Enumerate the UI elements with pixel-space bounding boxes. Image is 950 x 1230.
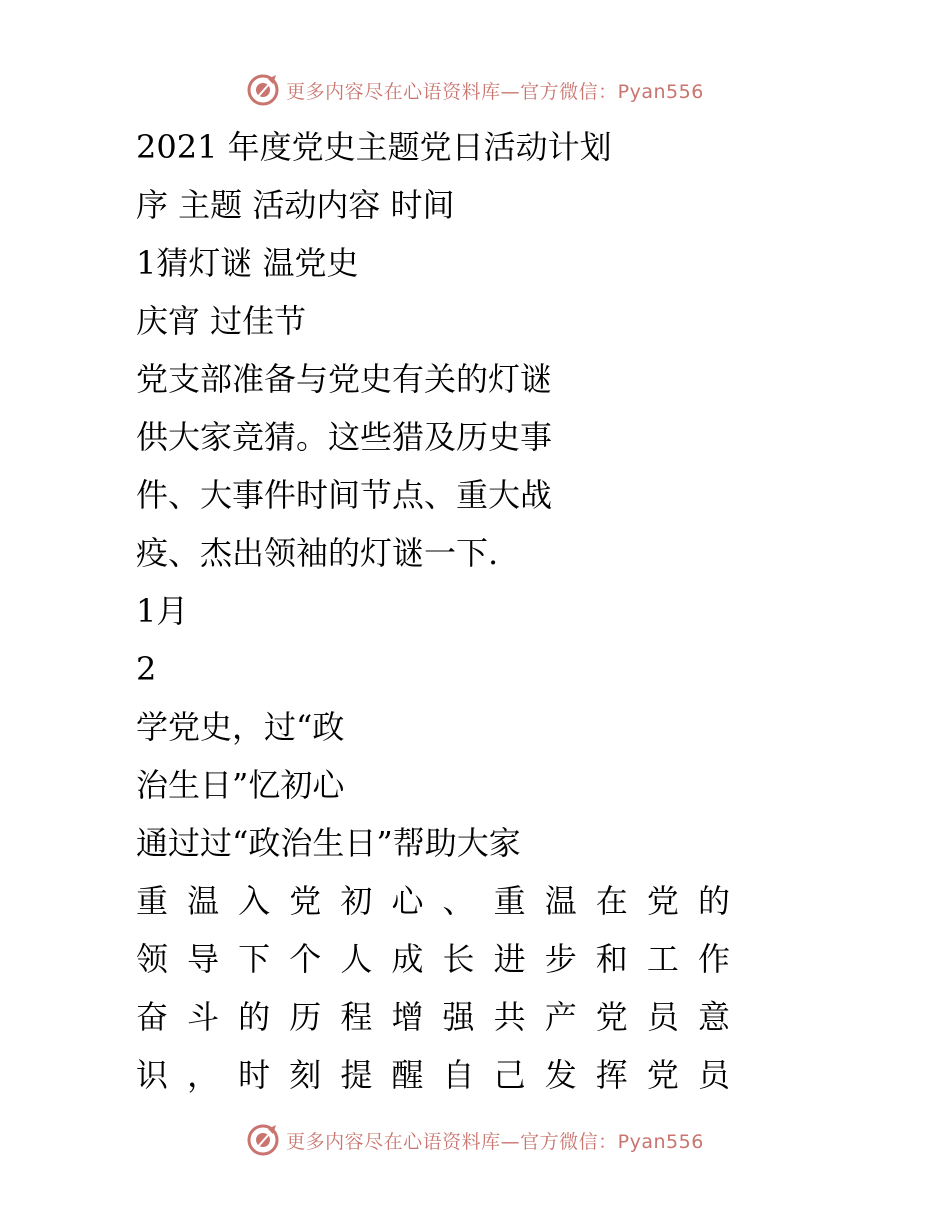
- watermark-text: 更多内容尽在心语资料库—官方微信：Pyan556: [286, 80, 704, 103]
- text-line: 通过过“政治生日”帮助大家: [136, 824, 521, 862]
- text-line: 1月: [136, 592, 189, 630]
- header-watermark: [0, 70, 950, 110]
- text-line: 重温入党初心、重温在党的: [136, 882, 730, 920]
- text-line: 疫、杰出领袖的灯谜一下.: [136, 534, 499, 572]
- brand-logo-icon: [246, 1123, 280, 1157]
- text-line: 领导下个人成长进步和工作: [136, 940, 730, 978]
- text-line: 识，时刻提醒自己发挥党员: [136, 1056, 730, 1094]
- text-line: 件、大事件时间节点、重大战: [136, 476, 553, 514]
- text-line: 治生日”忆初心: [136, 766, 345, 804]
- text-line: 2: [136, 650, 157, 688]
- text-line: 学党史，过“政: [136, 708, 345, 746]
- text-line: 党支部准备与党史有关的灯谜: [136, 360, 553, 398]
- text-line: 供大家竞猜。这些猎及历史事: [136, 418, 553, 456]
- brand-logo-icon: [246, 73, 280, 107]
- footer-watermark: [0, 1120, 950, 1160]
- text-line: 庆宵 过佳节: [136, 302, 307, 340]
- document-body: [136, 118, 736, 1104]
- text-line: 奋斗的历程增强共产党员意: [136, 998, 730, 1036]
- watermark-text: 更多内容尽在心语资料库—官方微信：Pyan556: [286, 1130, 704, 1153]
- table-header-line: 序 主题 活动内容 时间: [136, 186, 455, 224]
- text-line: 1猜灯谜 温党史: [136, 244, 359, 282]
- document-title: 2021 年度党史主题党日活动计划: [136, 128, 612, 166]
